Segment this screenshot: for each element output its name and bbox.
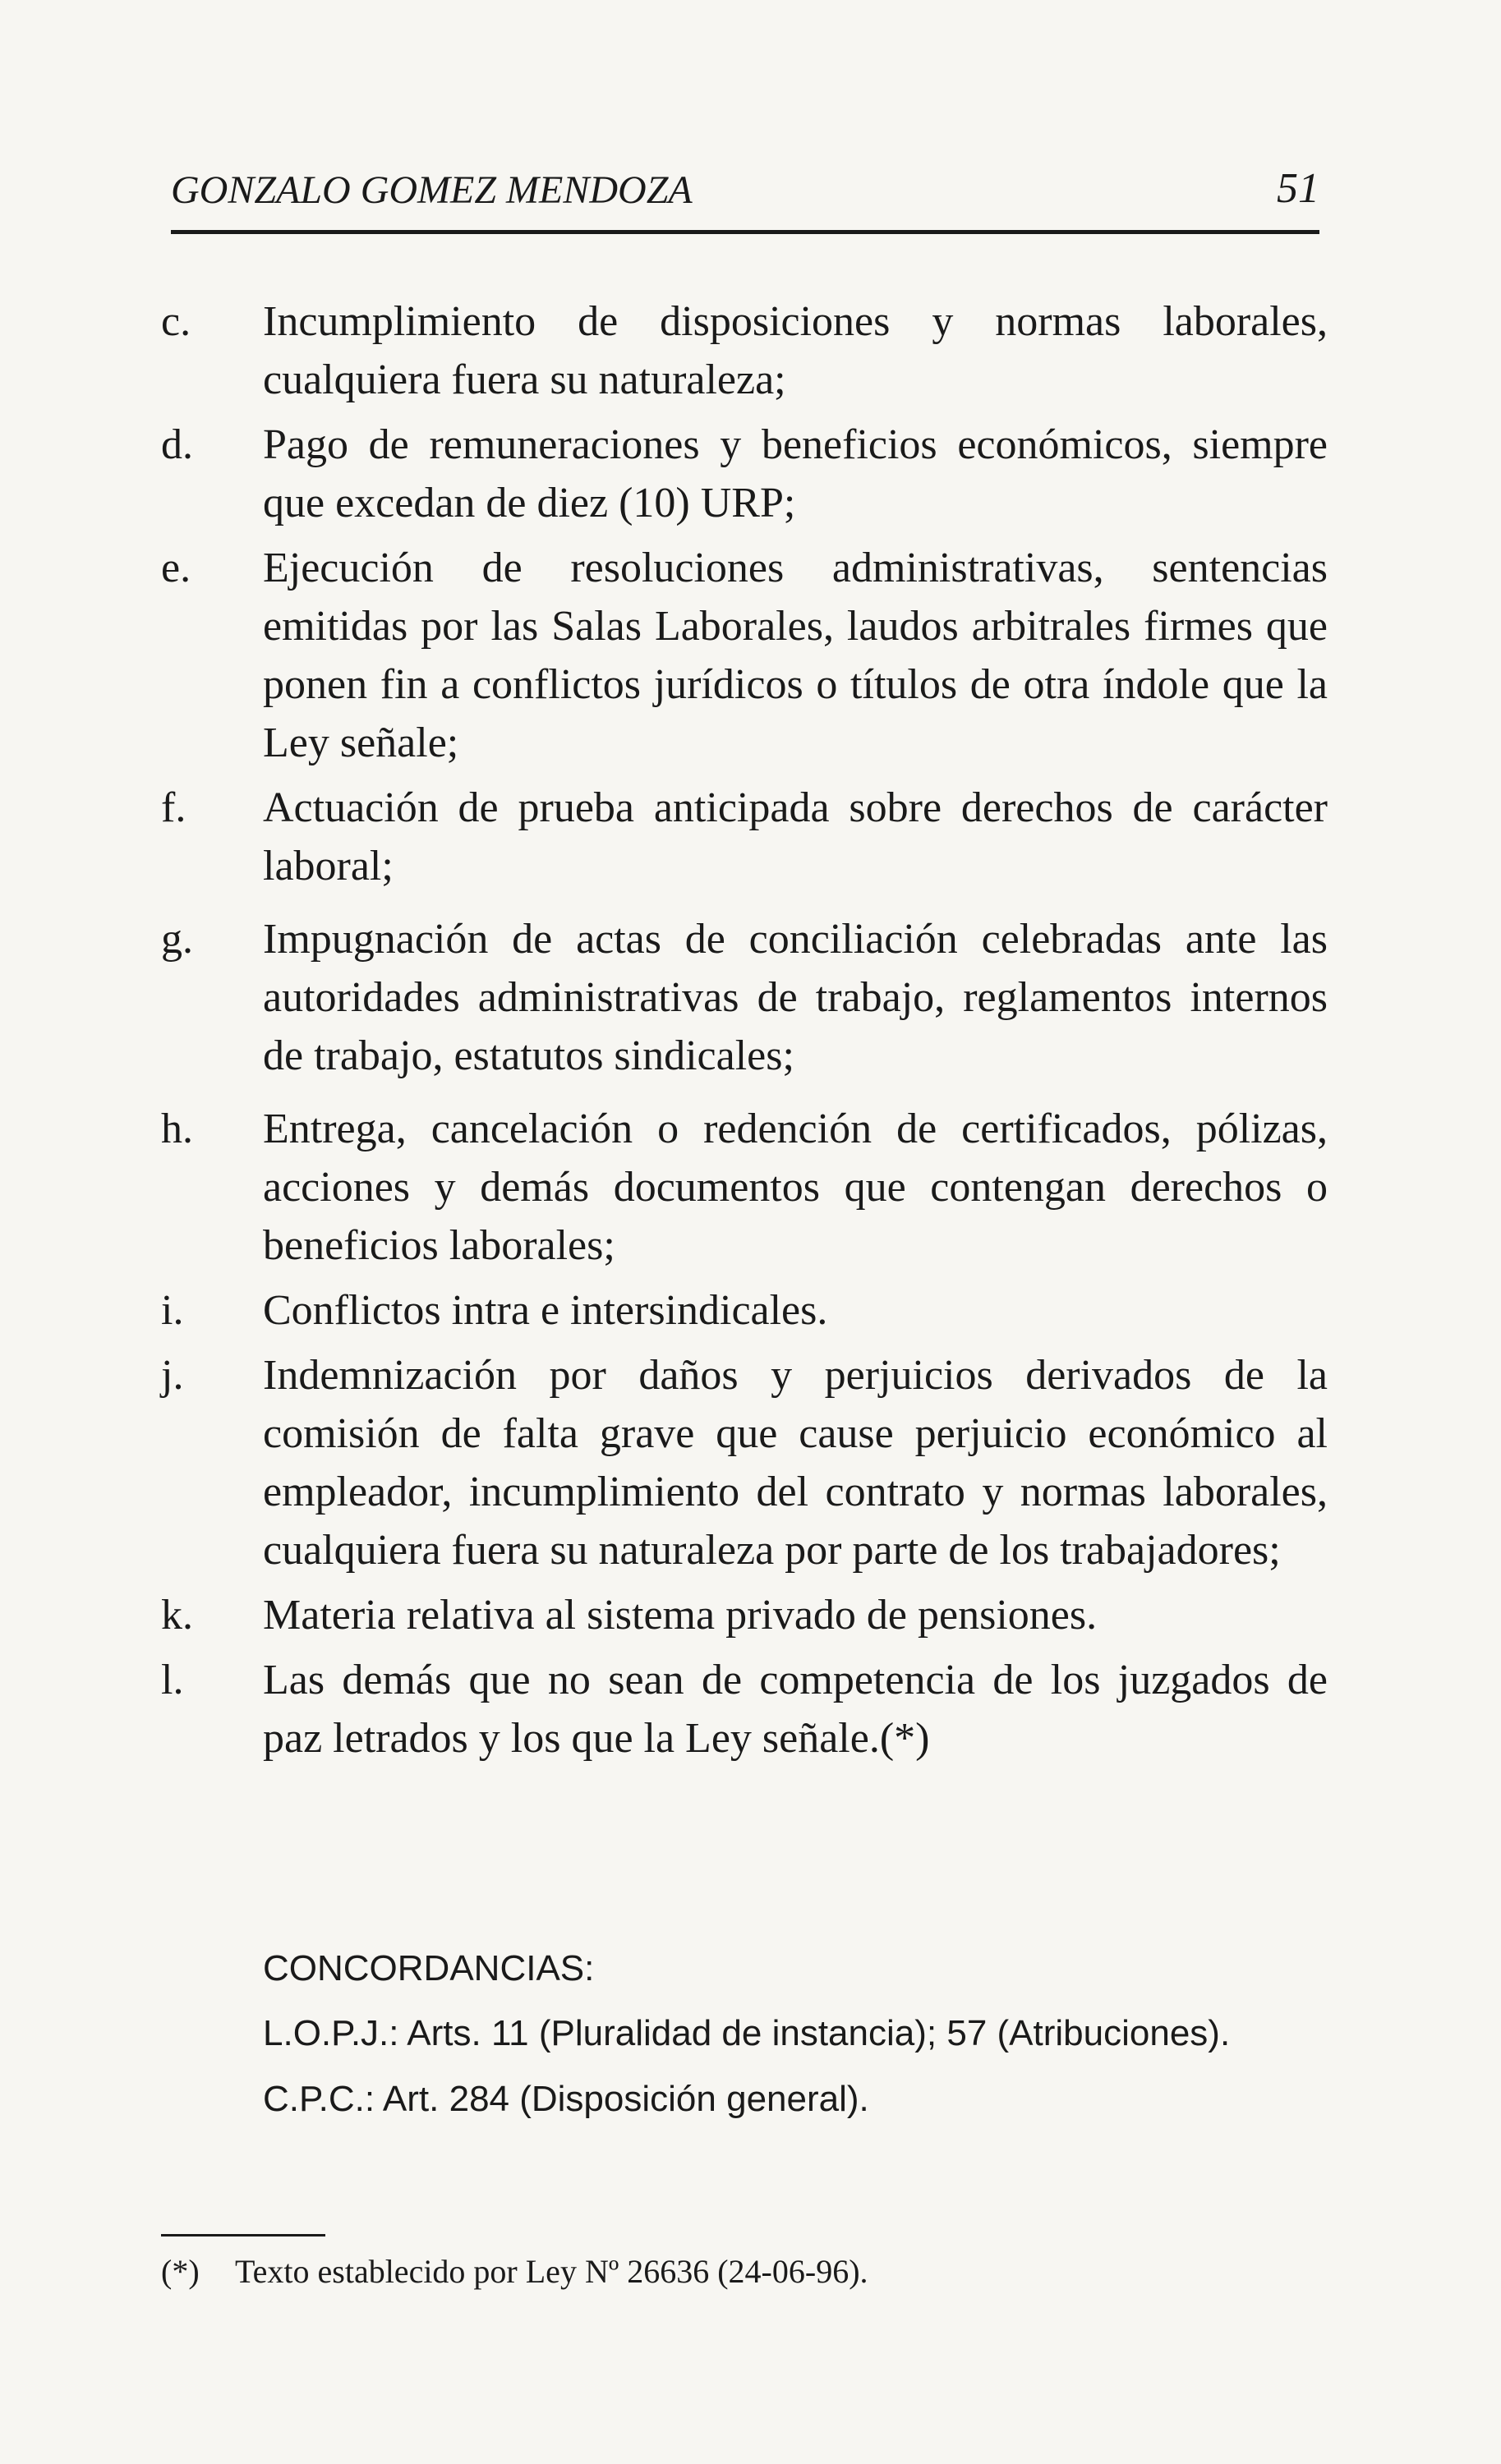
item-text: Pago de remuneraciones y beneficios económicos, siempre que excedan de diez (10) URP; bbox=[263, 421, 1328, 526]
item-text: Conflictos intra e intersindicales. bbox=[263, 1287, 828, 1334]
item-letter: j. bbox=[161, 1352, 184, 1399]
item-text: Actuación de prueba anticipada sobre derechos de carácter laboral; bbox=[263, 784, 1328, 890]
item-letter: f. bbox=[161, 784, 186, 831]
item-letter: c. bbox=[161, 298, 191, 345]
list-item bbox=[161, 1281, 1328, 1340]
list-item bbox=[161, 779, 1328, 895]
page-header bbox=[171, 164, 1319, 222]
concordancia-lopj: L.O.P.J.: Arts. 11 (Pluralidad de instancia); 57 (Atribuciones). bbox=[263, 2013, 1231, 2053]
item-text: Indemnización por daños y perjuicios derivados de la comisión de falta grave que cause perjuicio económico al empleador, incumplimiento del contrato y normas laborales, cualquiera fuera su naturaleza por parte de los trabajadores; bbox=[263, 1352, 1328, 1574]
item-text: Impugnación de actas de conciliación celebradas ante las autoridades administrativas de trabajo, reglamentos internos de trabajo, estatutos sindicales; bbox=[263, 916, 1328, 1079]
footnote-text: Texto establecido por Ley Nº 26636 (24-06-96). bbox=[235, 2253, 868, 2290]
item-text: Incumplimiento de disposiciones y normas laborales, cualquiera fuera su naturaleza; bbox=[263, 298, 1328, 403]
item-text: Materia relativa al sistema privado de pensiones. bbox=[263, 1592, 1098, 1639]
concordancia-cpc: C.P.C.: Art. 284 (Disposición general). bbox=[263, 2079, 869, 2119]
item-letter: g. bbox=[161, 916, 193, 963]
header-rule bbox=[171, 230, 1319, 234]
concordancias-block bbox=[263, 1942, 1323, 2140]
list-item bbox=[161, 910, 1328, 1085]
competence-list bbox=[161, 292, 1328, 1768]
list-item bbox=[161, 416, 1328, 532]
footnote bbox=[161, 2249, 1311, 2295]
item-letter: h. bbox=[161, 1106, 193, 1152]
item-letter: i. bbox=[161, 1287, 184, 1334]
list-item bbox=[161, 1586, 1328, 1644]
footnote-mark: (*) bbox=[161, 2253, 200, 2290]
list-item bbox=[161, 539, 1328, 772]
page-number: 51 bbox=[1277, 165, 1319, 212]
list-item bbox=[161, 1651, 1328, 1768]
list-item bbox=[161, 1100, 1328, 1275]
item-letter: e. bbox=[161, 545, 191, 591]
list-item bbox=[161, 292, 1328, 409]
item-text: Ejecución de resoluciones administrativas, sentencias emitidas por las Salas Laborales, laudos arbitrales firmes que ponen fin a conflictos jurídicos o títulos de otra índole que la Ley señale; bbox=[263, 545, 1328, 766]
item-letter: d. bbox=[161, 421, 193, 468]
item-letter: k. bbox=[161, 1592, 193, 1639]
item-letter: l. bbox=[161, 1657, 184, 1703]
item-text: Entrega, cancelación o redención de certificados, pólizas, acciones y demás documentos que contengan derechos o beneficios laborales; bbox=[263, 1106, 1328, 1269]
concordancias-title: CONCORDANCIAS: bbox=[263, 1948, 595, 1988]
footnote-rule bbox=[161, 2234, 325, 2236]
list-item bbox=[161, 1346, 1328, 1579]
header-author: GONZALO GOMEZ MENDOZA bbox=[171, 168, 693, 212]
item-text: Las demás que no sean de competencia de los juzgados de paz letrados y los que la Ley señale.(*) bbox=[263, 1657, 1328, 1762]
